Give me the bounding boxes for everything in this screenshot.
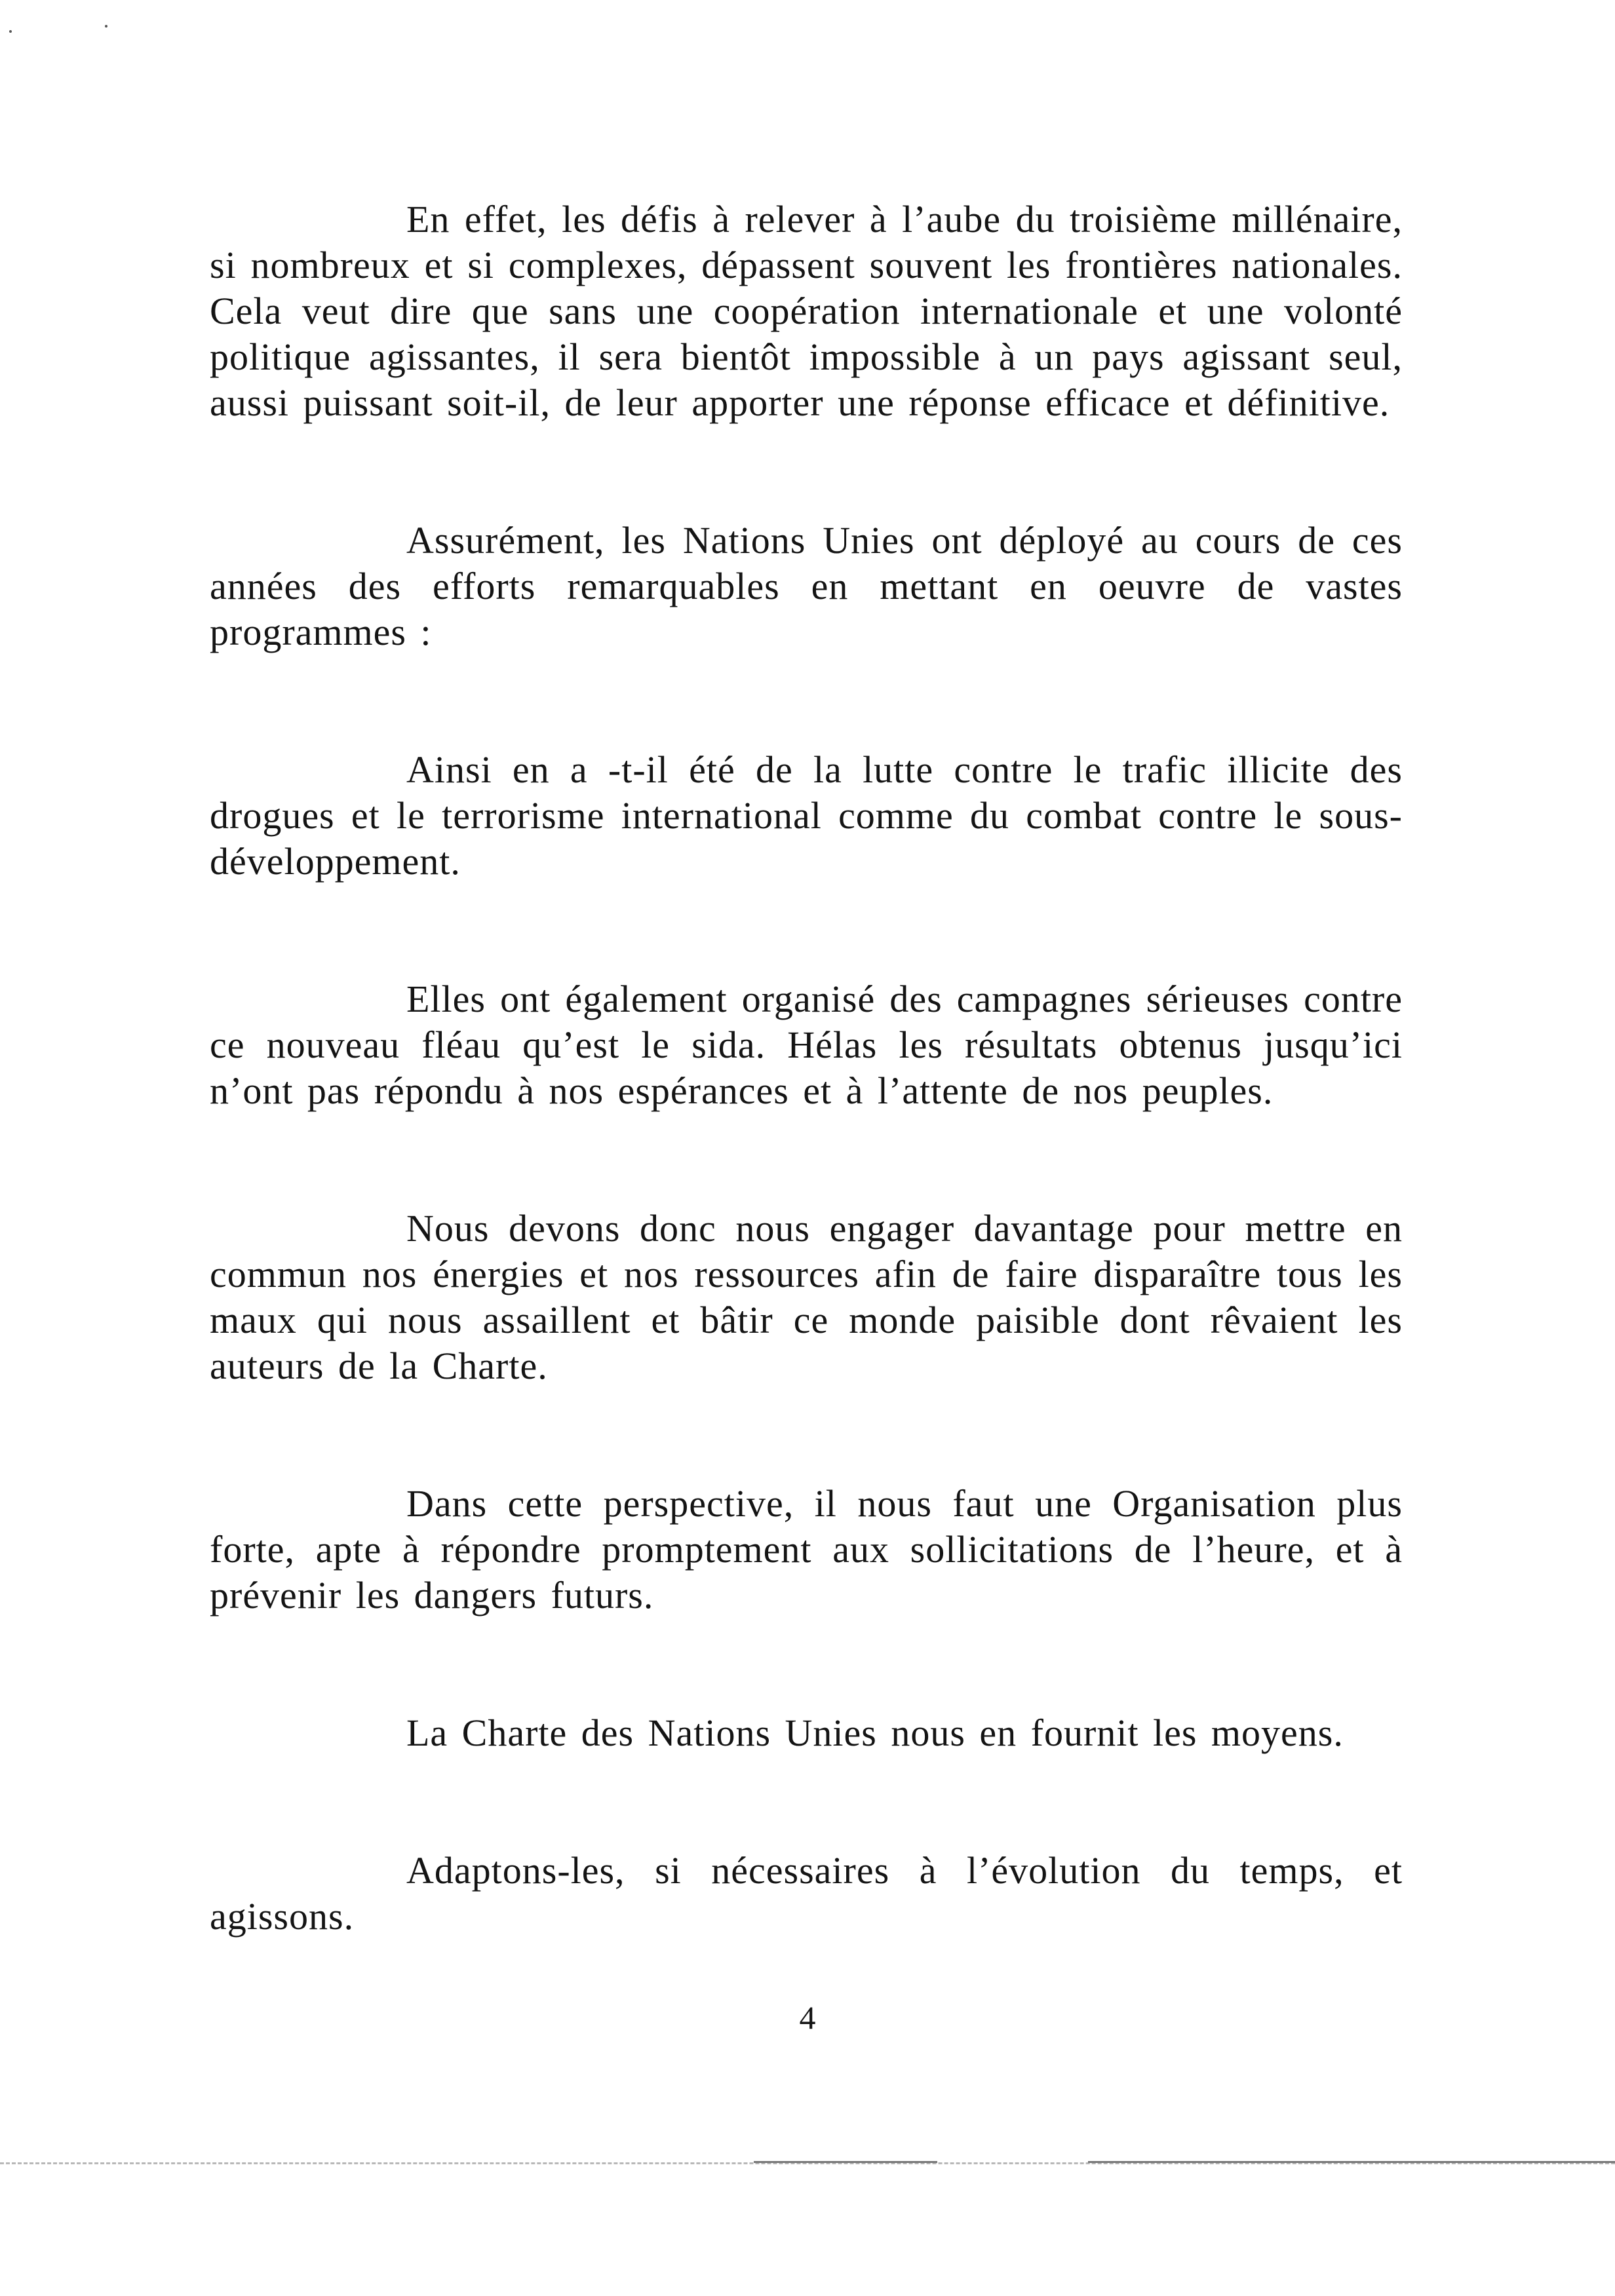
paragraph: En effet, les défis à relever à l’aube du troisième millénaire, si nombreux et si complexes, dépassent souvent les frontières nationales. Cela veut dire que sans une coopération internationale et une volonté politique agissantes, il sera bientôt impossible à un pays agissant seul, aussi puissant soit-il, de leur apporter une réponse efficace et définitive. — [210, 198, 1403, 424]
scan-speck — [9, 30, 12, 33]
paragraph: La Charte des Nations Unies nous en fournit les moyens. — [406, 1712, 1344, 1754]
paragraph: Ainsi en a -t-il été de la lutte contre le trafic illicite des drogues et le terrorisme international comme du combat contre le sous-développement. — [210, 748, 1403, 883]
paragraph: Adaptons-les, si nécessaires à l’évolution du temps, et agissons. — [210, 1849, 1403, 1938]
paragraph: Assurément, les Nations Unies ont déployé au cours de ces années des efforts remarquables en mettant en oeuvre de vastes programmes : — [210, 519, 1403, 653]
paragraph: Elles ont également organisé des campagnes sérieuses contre ce nouveau fléau qu’est le sida. Hélas les résultats obtenus jusqu’ici n’ont pas répondu à nos espérances et à l’attente de nos peuples. — [210, 978, 1403, 1112]
scan-speck — [105, 25, 107, 28]
paragraph: Dans cette perspective, il nous faut une Organisation plus forte, apte à répondre promptement aux sollicitations de l’heure, et à prévenir les dangers futurs. — [210, 1482, 1403, 1617]
page-number: 4 — [799, 1999, 816, 2036]
scan-edge-line-solid — [1088, 2161, 1615, 2163]
paragraph: Nous devons donc nous engager davantage pour mettre en commun nos énergies et nos ressources afin de faire disparaître tous les maux qui nous assaillent et bâtir ce monde paisible dont rêvaient les auteurs de la Charte. — [210, 1207, 1403, 1387]
scan-edge-line-solid — [754, 2161, 937, 2163]
document-body — [210, 197, 1403, 2031]
